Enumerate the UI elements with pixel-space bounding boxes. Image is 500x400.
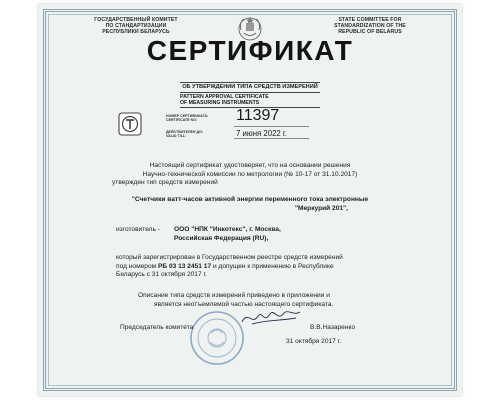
header-left-line: ГОСУДАРСТВЕННЫЙ КОМИТЕТ — [94, 17, 178, 23]
registry-line: который зарегистрирован в Государственном реестре средств измерений — [116, 254, 343, 261]
registry-text: и допущен к применению в Республике — [212, 262, 334, 270]
header-left-line: ПО СТАНДАРТИЗАЦИИ — [105, 23, 167, 30]
intro-line: утвержден тип средств измерений — [112, 179, 218, 187]
valid-date: 7 июня 2022 г. — [236, 129, 287, 138]
appendix-line: является неотъемлемой частью настоящего сертификата. — [154, 300, 334, 308]
signatory-role: Председатель комитета — [120, 324, 194, 331]
number-label-en: CERTIFICATE NO: — [166, 118, 198, 123]
document-title: СЕРТИФИКАТ — [146, 35, 354, 66]
header-right-line: STATE COMMITTEE FOR — [338, 17, 402, 23]
instrument-name — [68, 196, 432, 213]
signature-date: 31 октября 2017 г. — [286, 338, 342, 345]
registry-line: Беларусь с 31 октября 2017 г. — [116, 271, 207, 279]
intro-line: Научно-технической комиссии по метрологии (№ 10-17 от 31.10.2017) — [142, 170, 358, 178]
header-right-line: REPUBLIC OF BELARUS — [338, 29, 402, 36]
instrument-line: "Меркурий 201", — [294, 204, 348, 212]
divider — [180, 82, 320, 83]
intro-line: Настоящий сертификат удостоверяет, что на основании решения — [149, 162, 351, 169]
subtitle-en-line: PATTERN APPROVAL CERTIFICATE — [180, 94, 269, 100]
divider — [234, 138, 309, 139]
subtitle-en-line: OF MEASURING INSTRUMENTS — [180, 100, 260, 107]
signatory-name: В.В.Назаренко — [310, 324, 356, 331]
intro-paragraph — [78, 162, 422, 188]
maker-line: Российская Федерация (RU), — [174, 234, 269, 242]
registry-number: РБ 03 13 2451 17 — [158, 262, 212, 270]
divider — [180, 92, 320, 93]
registry-line — [116, 263, 436, 272]
valid-label-ru: ДЕЙСТВИТЕЛЕН ДО: — [166, 130, 204, 134]
subtitle-ru: ОБ УТВЕРЖДЕНИИ ТИПА СРЕДСТВ ИЗМЕРЕНИЙ — [182, 84, 318, 90]
registry-paragraph — [116, 254, 436, 280]
header-left — [66, 17, 206, 36]
header-right-line: STANDARDIZATION OF THE — [334, 23, 406, 30]
valid-label — [166, 130, 203, 138]
maker-line: ООО "НПК "Инкотекс", г. Москва, — [174, 226, 281, 233]
metrology-logo-icon — [118, 112, 142, 136]
certificate-number: 11397 — [236, 107, 280, 124]
divider — [234, 126, 309, 127]
subtitle-en — [180, 94, 320, 106]
registry-text: под номером — [116, 262, 157, 270]
number-label — [166, 114, 208, 122]
signature-icon — [238, 304, 303, 330]
certificate-sheet — [38, 4, 462, 396]
header-right — [300, 17, 440, 36]
maker-label: изготовитель - — [116, 226, 160, 233]
appendix-line: Описание типа средств измерений приведено в приложении и — [138, 292, 330, 299]
number-label-ru: НОМЕР СЕРТИФИКАТА: — [166, 114, 209, 118]
instrument-line: "Счетчики ватт-часов активной энергии переменного тока электронные — [131, 196, 369, 203]
maker-name — [174, 226, 374, 243]
header-left-line: РЕСПУБЛИКИ БЕЛАРУСЬ — [102, 29, 170, 36]
valid-label-en: VALID TILL: — [166, 134, 187, 139]
